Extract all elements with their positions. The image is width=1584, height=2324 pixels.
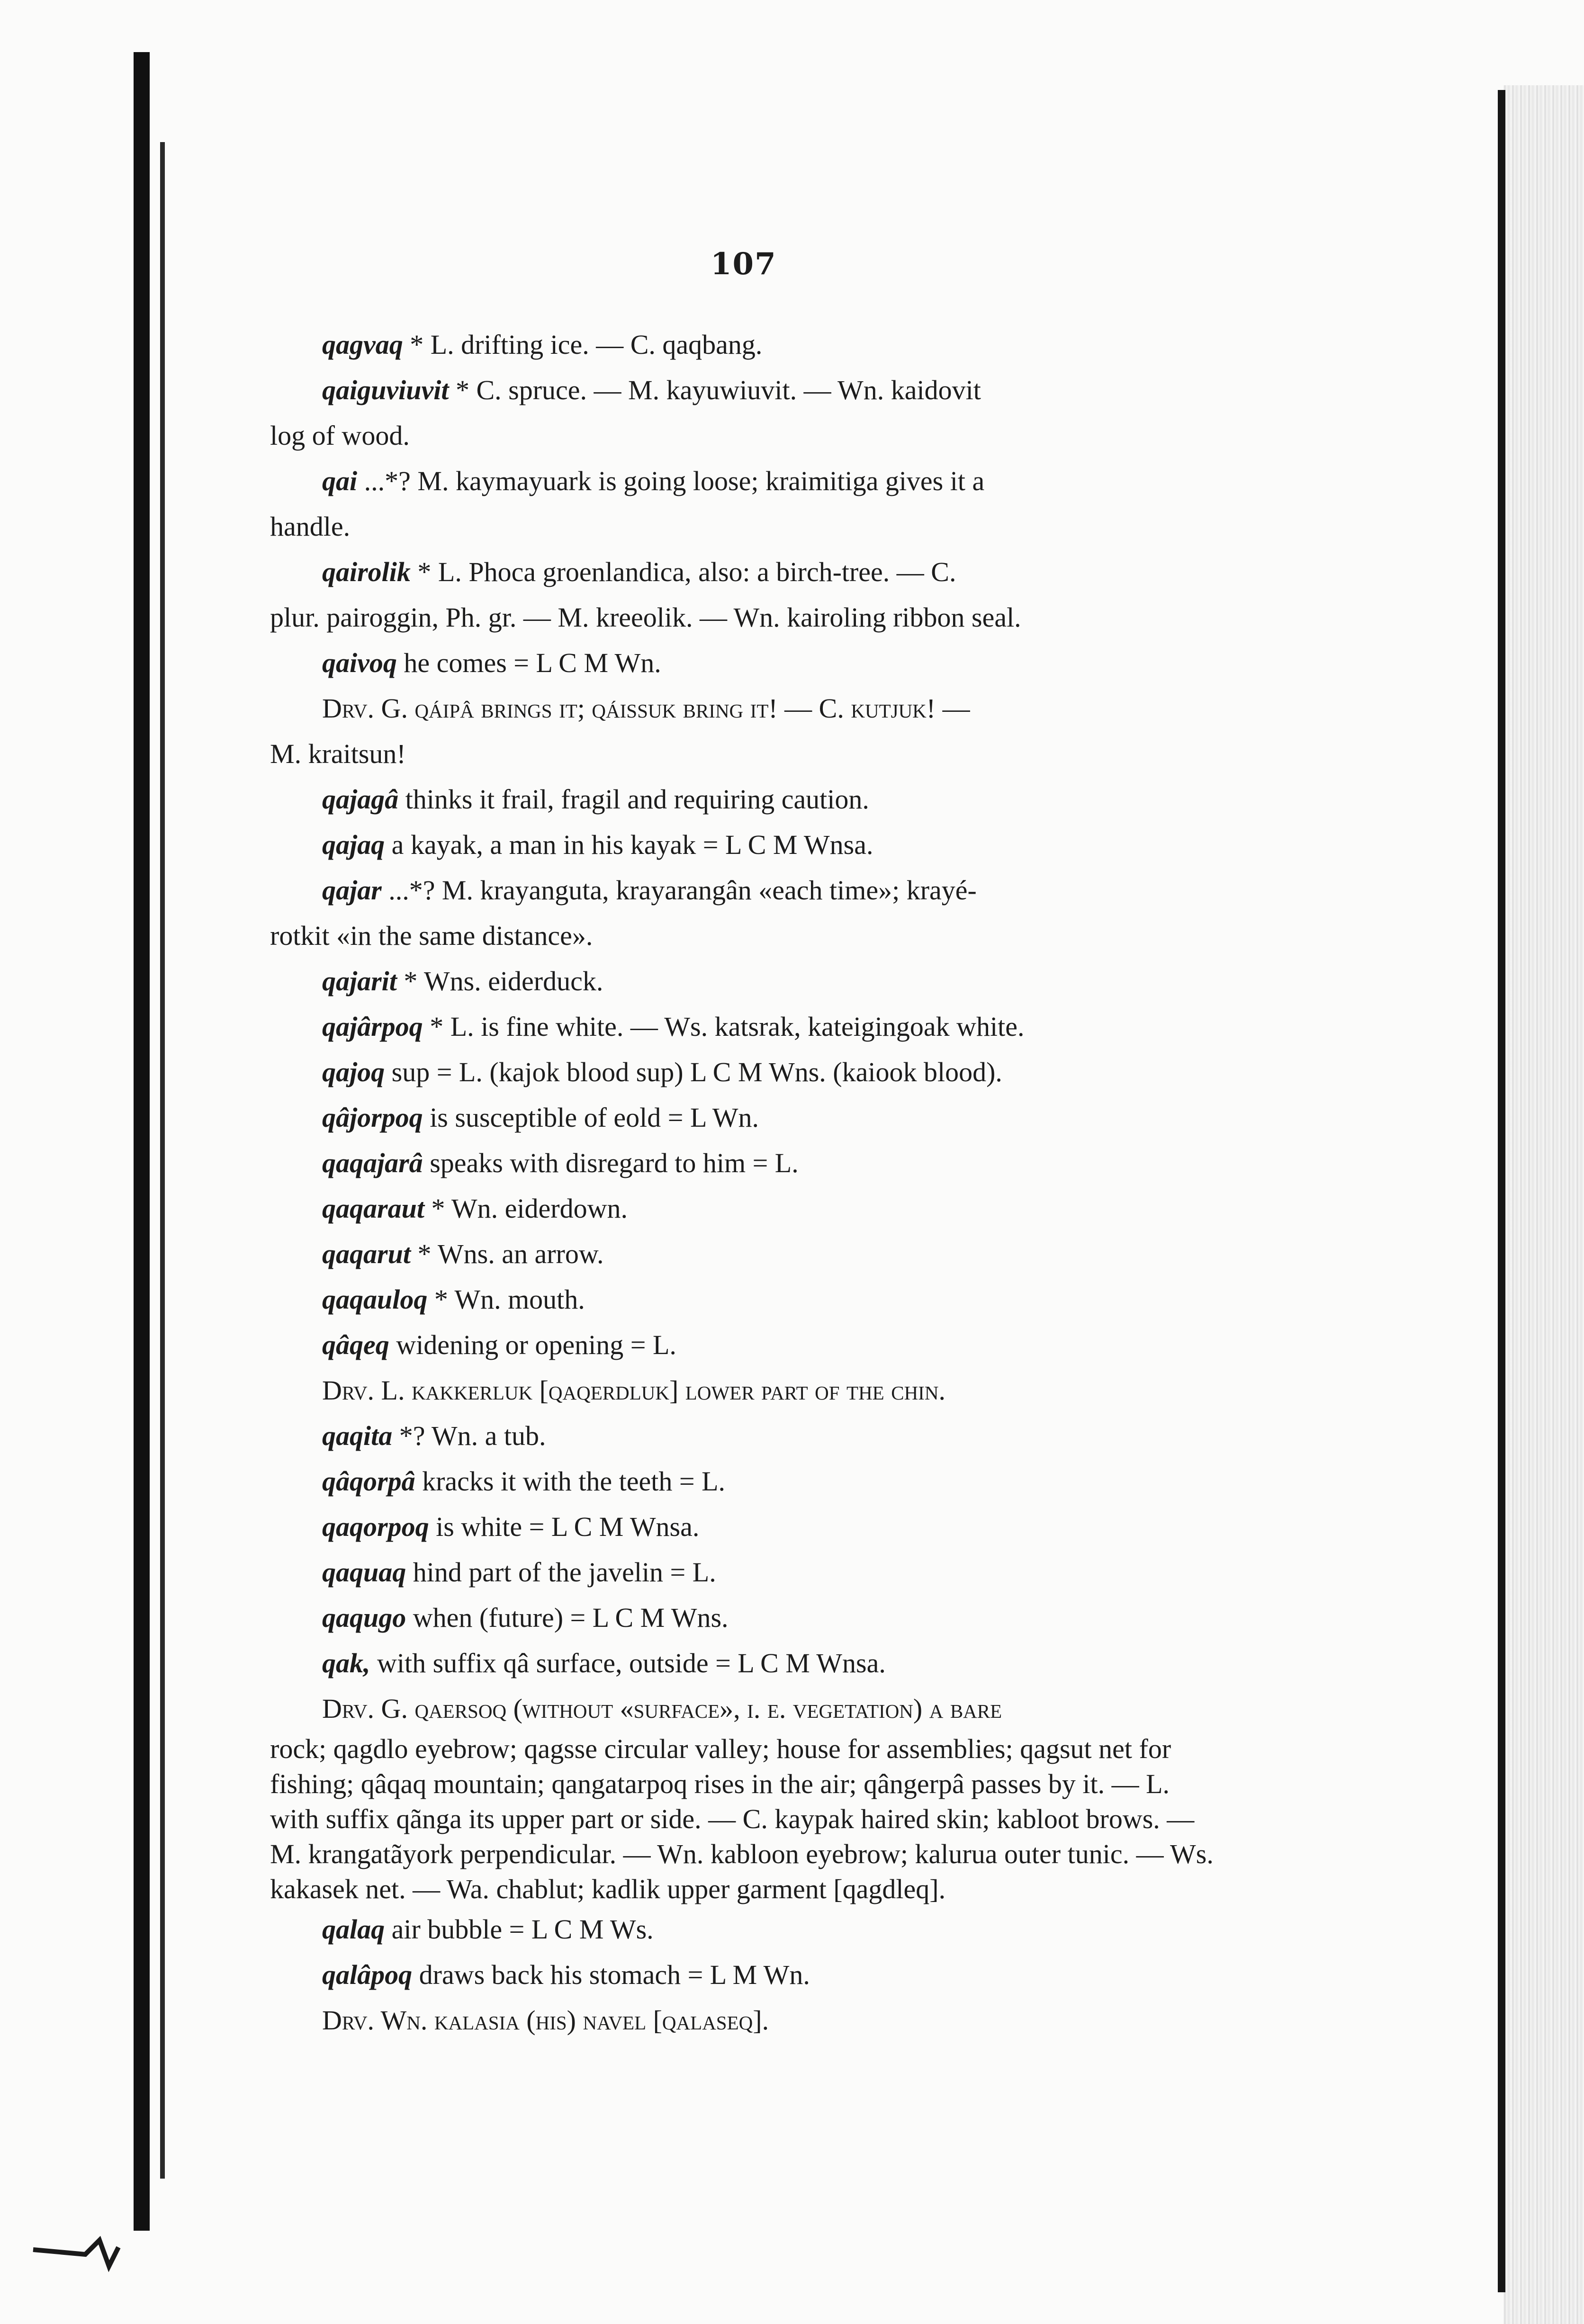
- headword: qaivoq: [322, 647, 397, 678]
- definition: *? Wn. a tub.: [399, 1420, 546, 1451]
- page-edge-bar: [1498, 90, 1505, 2292]
- headword: qagvaq: [322, 329, 403, 360]
- derivation: Drv. G. qaersoq (without «surface», i. e. vegetation) a bare: [322, 1693, 1002, 1724]
- definition: kracks it with the teeth = L.: [422, 1466, 726, 1497]
- dictionary-entry: [322, 1140, 1222, 1186]
- headword: qaqajarâ: [322, 1148, 423, 1178]
- definition: widening or opening = L.: [396, 1329, 676, 1360]
- definition: air bubble = L C M Ws.: [391, 1914, 654, 1945]
- definition: * L. Phoca groenlandica, also: a birch-tree. — C.: [417, 556, 956, 587]
- dictionary-entry: [322, 1550, 1222, 1595]
- dictionary-entry: [322, 1322, 1222, 1413]
- headword: qâjorpoq: [322, 1102, 423, 1133]
- definition: is white = L C M Wnsa.: [436, 1511, 700, 1542]
- dictionary-entry: [322, 1952, 1222, 2043]
- definition: * Wns. eiderduck.: [404, 966, 603, 996]
- definition: speaks with disregard to him = L.: [430, 1148, 799, 1178]
- definition-continued: log of wood.: [270, 420, 410, 451]
- definition: * Wn. mouth.: [434, 1284, 585, 1315]
- definition: a kayak, a man in his kayak = L C M Wnsa.: [391, 829, 873, 860]
- definition-continued: rock; qagdlo eyebrow; qagsse circular valley; house for assemblies; qagsut net for fishing; qâqaq mountain; qangatarpoq rises in the air; qângerpâ passes by it. — L. with suffix qãnga its upper part or side. — C. kaypak haired skin; kabloot brows. — M. krangatãyork perpendicular. — Wn. kabloon eyebrow; kalurua outer tunic. — Ws. kakasek net. — Wa. chablut; kadlik upper garment [qagdleq].: [270, 1733, 1214, 1904]
- headword: qaqorpoq: [322, 1511, 429, 1542]
- dictionary-entry: [322, 1459, 1222, 1504]
- headword: qaqita: [322, 1420, 393, 1451]
- scan-artifact: [28, 2221, 142, 2278]
- definition-continued: plur. pairoggin, Ph. gr. — M. kreeolik. — Wn. kairoling ribbon seal.: [270, 602, 1021, 633]
- dictionary-entry: [322, 822, 1222, 868]
- definition: * L. is fine white. — Ws. katsrak, kateigingoak white.: [430, 1011, 1025, 1042]
- definition: draws back his stomach = L M Wn.: [419, 1959, 810, 1990]
- headword: qâqorpâ: [322, 1466, 415, 1497]
- headword: qak,: [322, 1648, 370, 1678]
- dictionary-entry: [322, 1504, 1222, 1550]
- headword: qaqarut: [322, 1238, 411, 1269]
- definition: * C. spruce. — M. kayuwiuvit. — Wn. kaidovit: [455, 375, 981, 405]
- headword: qairolik: [322, 556, 411, 587]
- definition: ...*? M. krayanguta, krayarangân «each time»; krayé-: [388, 875, 977, 906]
- headword: qajoq: [322, 1057, 385, 1087]
- dictionary-entry: [270, 1641, 1222, 1907]
- dictionary-entry: [322, 1595, 1222, 1641]
- definition-continued: rotkit «in the same distance».: [270, 920, 593, 951]
- definition: sup = L. (kajok blood sup) L C M Wns. (kaiook blood).: [391, 1057, 1002, 1087]
- dictionary-entry: [322, 777, 1222, 822]
- dictionary-entry: [322, 1095, 1222, 1140]
- derivation: Drv. L. kakkerluk [qaqerdluk] lower part of the chin.: [322, 1375, 945, 1406]
- headword: qajar: [322, 875, 382, 906]
- headword: qaquaq: [322, 1557, 406, 1588]
- definition: he comes = L C M Wn.: [404, 647, 661, 678]
- dictionary-entry: [270, 368, 1222, 458]
- headword: qaqauloq: [322, 1284, 428, 1315]
- page-number: 107: [711, 246, 777, 282]
- binding-edge: [134, 52, 150, 2231]
- definition: is susceptible of eold = L Wn.: [430, 1102, 759, 1133]
- definition: * Wns. an arrow.: [417, 1238, 604, 1269]
- headword: qâqeq: [322, 1329, 389, 1360]
- page-edge-shadow: [1503, 85, 1584, 2324]
- definition: * Wn. eiderdown.: [431, 1193, 628, 1224]
- dictionary-entry: [322, 1050, 1222, 1095]
- definition: ...*? M. kaymayuark is going loose; kraimitiga gives it a: [364, 466, 985, 496]
- dictionary-entry: [322, 1413, 1222, 1459]
- dictionary-entry: [322, 1186, 1222, 1231]
- dictionary-entry: [322, 1231, 1222, 1277]
- headword: qai: [322, 466, 358, 496]
- dictionary-entry: [270, 549, 1222, 640]
- headword: qaiguviuvit: [322, 375, 449, 405]
- dictionary-entry: [322, 322, 1222, 368]
- definition: when (future) = L C M Wns.: [413, 1602, 729, 1633]
- headword: qalaq: [322, 1914, 385, 1945]
- derivation: Drv. Wn. kalasia (his) navel [qalaseq].: [322, 2005, 769, 2036]
- dictionary-entry: [270, 640, 1222, 777]
- headword: qajaq: [322, 829, 385, 860]
- definition-continued: M. kraitsun!: [270, 738, 406, 769]
- headword: qajarit: [322, 966, 397, 996]
- dictionary-entry: [270, 868, 1222, 959]
- definition: hind part of the javelin = L.: [413, 1557, 716, 1588]
- headword: qajagâ: [322, 784, 399, 815]
- dictionary-entry: [322, 1277, 1222, 1322]
- definition: with suffix qâ surface, outside = L C M Wnsa.: [377, 1648, 886, 1678]
- binding-edge-thin: [160, 142, 165, 2179]
- headword: qalâpoq: [322, 1959, 413, 1990]
- dictionary-entry: [322, 959, 1222, 1004]
- definition-continued: handle.: [270, 511, 351, 542]
- derivation: Drv. G. qáipâ brings it; qáissuk bring it! — C. kutjuk! —: [322, 693, 970, 724]
- dictionary-entry: [270, 458, 1222, 549]
- headword: qaqaraut: [322, 1193, 424, 1224]
- headword: qajârpoq: [322, 1011, 423, 1042]
- headword: qaqugo: [322, 1602, 406, 1633]
- dictionary-entry: [322, 1907, 1222, 1952]
- dictionary-entries: [270, 322, 1222, 2043]
- dictionary-entry: [322, 1004, 1222, 1050]
- definition: thinks it frail, fragil and requiring caution.: [405, 784, 869, 815]
- definition: * L. drifting ice. — C. qaqbang.: [410, 329, 763, 360]
